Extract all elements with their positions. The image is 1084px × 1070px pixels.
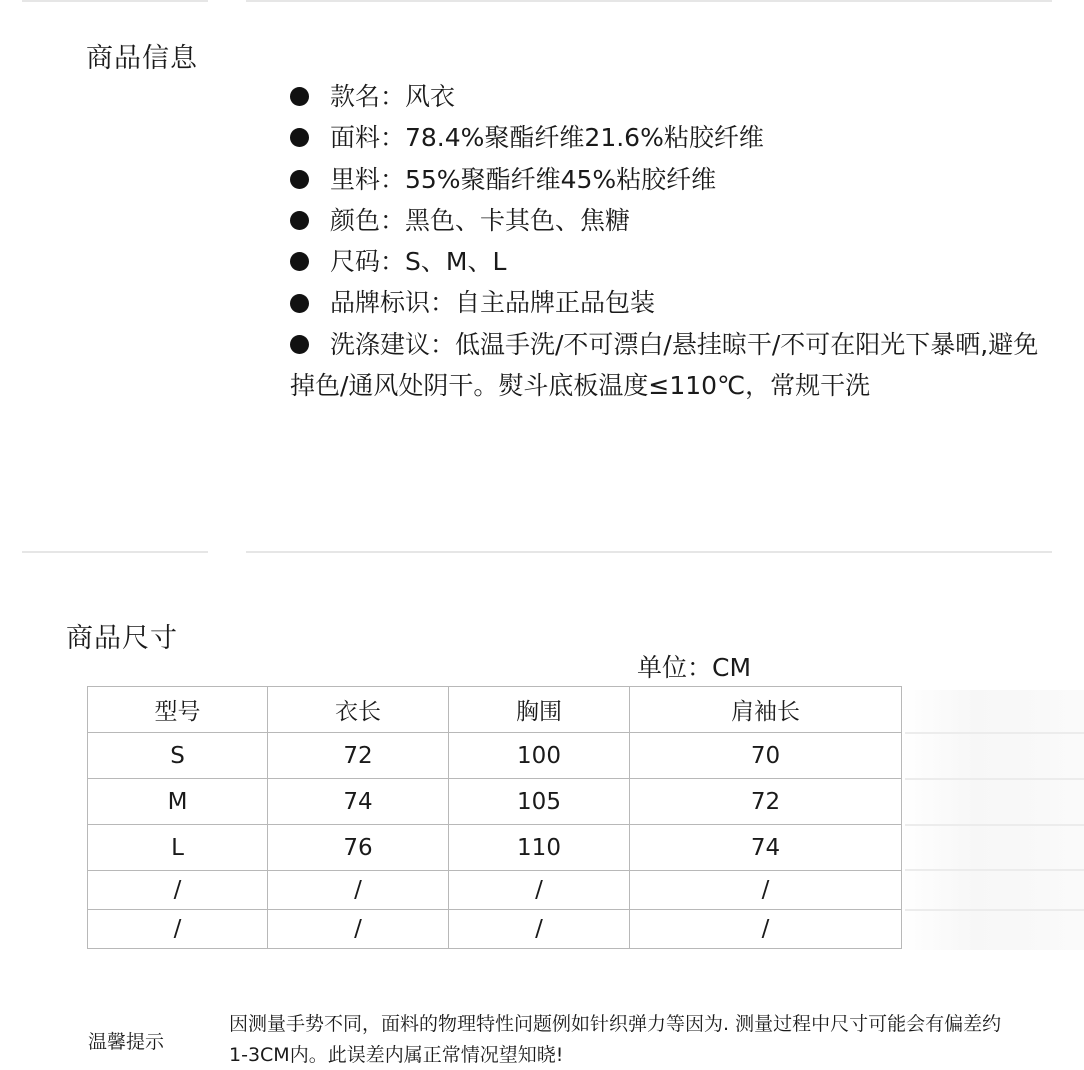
table-cell: /	[449, 871, 630, 910]
info-item-brand: 品牌标识：自主品牌正品包装	[290, 282, 1050, 323]
table-cell: M	[88, 779, 268, 825]
size-table	[87, 686, 902, 949]
table-cell: /	[630, 910, 902, 949]
table-cell: /	[268, 910, 449, 949]
table-header-cell: 肩袖长	[630, 687, 902, 733]
table-row	[88, 871, 902, 910]
table-cell: /	[268, 871, 449, 910]
table-cell: 70	[630, 733, 902, 779]
info-item-color: 颜色：黑色、卡其色、焦糖	[290, 200, 1050, 241]
table-cell: 72	[268, 733, 449, 779]
table-header-row	[88, 687, 902, 733]
bullet-icon	[290, 128, 309, 147]
table-cell: /	[88, 910, 268, 949]
tip-label: 温馨提示	[88, 1031, 165, 1053]
table-row	[88, 910, 902, 949]
bullet-icon	[290, 211, 309, 230]
table-row	[88, 779, 902, 825]
info-item-style: 款名：风衣	[290, 76, 1050, 117]
divider	[905, 824, 1084, 826]
table-cell: 76	[268, 825, 449, 871]
table-cell: 74	[268, 779, 449, 825]
table-row	[88, 733, 902, 779]
table-cell: 100	[449, 733, 630, 779]
table-cell: L	[88, 825, 268, 871]
divider	[22, 0, 208, 2]
product-info-title: 商品信息	[86, 43, 198, 74]
info-item-care: 洗涤建议：低温手洗/不可漂白/悬挂晾干/不可在阳光下暴晒,避免掉色/通风处阴干。熨斗底板温度≤110℃，常规干洗	[290, 329, 1039, 400]
table-cell: /	[88, 871, 268, 910]
table-cell: 74	[630, 825, 902, 871]
info-item-sizes: 尺码：S、M、L	[290, 241, 1050, 282]
info-item-lining: 里料：55%聚酯纤维45%粘胶纤维	[290, 159, 1050, 200]
divider	[905, 732, 1084, 734]
tip-text: 因测量手势不同，面料的物理特性问题例如针织弹力等因为. 测量过程中尺寸可能会有偏差约1-3CM内。此误差内属正常情况望知晓!	[229, 1013, 1002, 1066]
divider	[905, 909, 1084, 911]
divider	[246, 551, 1052, 553]
divider	[905, 778, 1084, 780]
table-cell: 72	[630, 779, 902, 825]
table-cell: S	[88, 733, 268, 779]
bullet-icon	[290, 294, 309, 313]
table-header-cell: 衣长	[268, 687, 449, 733]
product-info-list	[290, 76, 1050, 406]
table-row	[88, 825, 902, 871]
fade-overlay	[900, 690, 1084, 950]
table-cell: 105	[449, 779, 630, 825]
table-cell: /	[449, 910, 630, 949]
size-unit: 单位：CM	[637, 653, 752, 682]
table-header-cell: 型号	[88, 687, 268, 733]
info-item-fabric: 面料：78.4%聚酯纤维21.6%粘胶纤维	[290, 117, 1050, 158]
table-cell: /	[630, 871, 902, 910]
table-cell: 110	[449, 825, 630, 871]
bullet-icon	[290, 170, 309, 189]
bullet-icon	[290, 252, 309, 271]
divider	[246, 0, 1052, 2]
product-size-title: 商品尺寸	[66, 623, 178, 654]
bullet-icon	[290, 335, 309, 354]
divider	[905, 869, 1084, 871]
table-header-cell: 胸围	[449, 687, 630, 733]
bullet-icon	[290, 87, 309, 106]
divider	[22, 551, 208, 553]
